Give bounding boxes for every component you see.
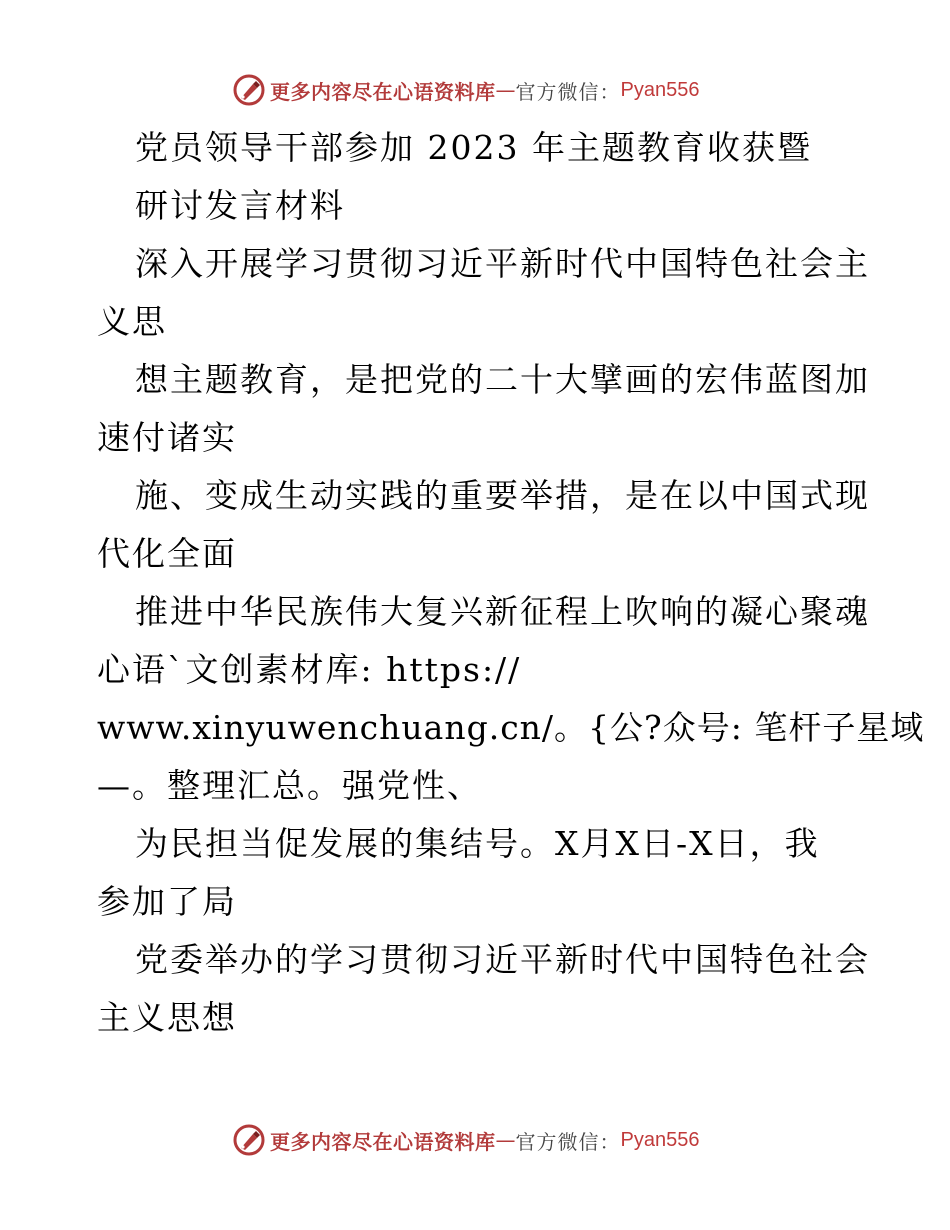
paragraph-line: 代化全面 — [97, 534, 237, 573]
paragraph-line: 为民担当促发展的集结号。X月X日-X日，我 — [135, 824, 820, 863]
watermark-main-text: 更多内容尽在心语资料库 — [270, 1129, 496, 1154]
watermark-separator: — — [495, 78, 516, 102]
watermark-sub-text: 官方微信： — [515, 1129, 621, 1154]
watermark-sub-text: 官方微信： — [515, 79, 621, 104]
paragraph-line: 施、变成生动实践的重要举措，是在以中国式现 — [135, 476, 870, 515]
document-title-line-2: 研讨发言材料 — [135, 186, 345, 225]
paragraph-line: 想主题教育，是把党的二十大擘画的宏伟蓝图加 — [135, 360, 870, 399]
document-title-line-1: 党员领导干部参加 2023 年主题教育收获暨 — [135, 128, 812, 167]
paragraph-line: 参加了局 — [97, 882, 237, 921]
watermark-id: Pyan556 — [620, 1128, 700, 1151]
paragraph-line: 速付诸实 — [97, 418, 237, 457]
footer-watermark — [232, 1122, 699, 1158]
paragraph-line: 义思 — [97, 302, 167, 341]
paragraph-line: www.xinyuwenchuang.cn/。{公?众号: 笔杆子星域 — [97, 708, 925, 747]
watermark-id: Pyan556 — [620, 78, 700, 101]
paragraph-line: —。整理汇总。强党性、 — [97, 766, 482, 805]
paragraph-line: 主义思想 — [97, 998, 237, 1037]
paragraph-line: 推进中华民族伟大复兴新征程上吹响的凝心聚魂 — [135, 592, 870, 631]
header-watermark — [232, 72, 699, 108]
paragraph-line: 深入开展学习贯彻习近平新时代中国特色社会主 — [135, 244, 870, 283]
watermark-main-text: 更多内容尽在心语资料库 — [270, 79, 496, 104]
pen-logo-icon — [232, 73, 266, 107]
watermark-separator: — — [495, 1128, 516, 1152]
paragraph-line: 心语`文创素材库: https:// — [97, 650, 522, 689]
pen-logo-icon — [232, 1123, 266, 1157]
paragraph-line: 党委举办的学习贯彻习近平新时代中国特色社会 — [135, 940, 870, 979]
